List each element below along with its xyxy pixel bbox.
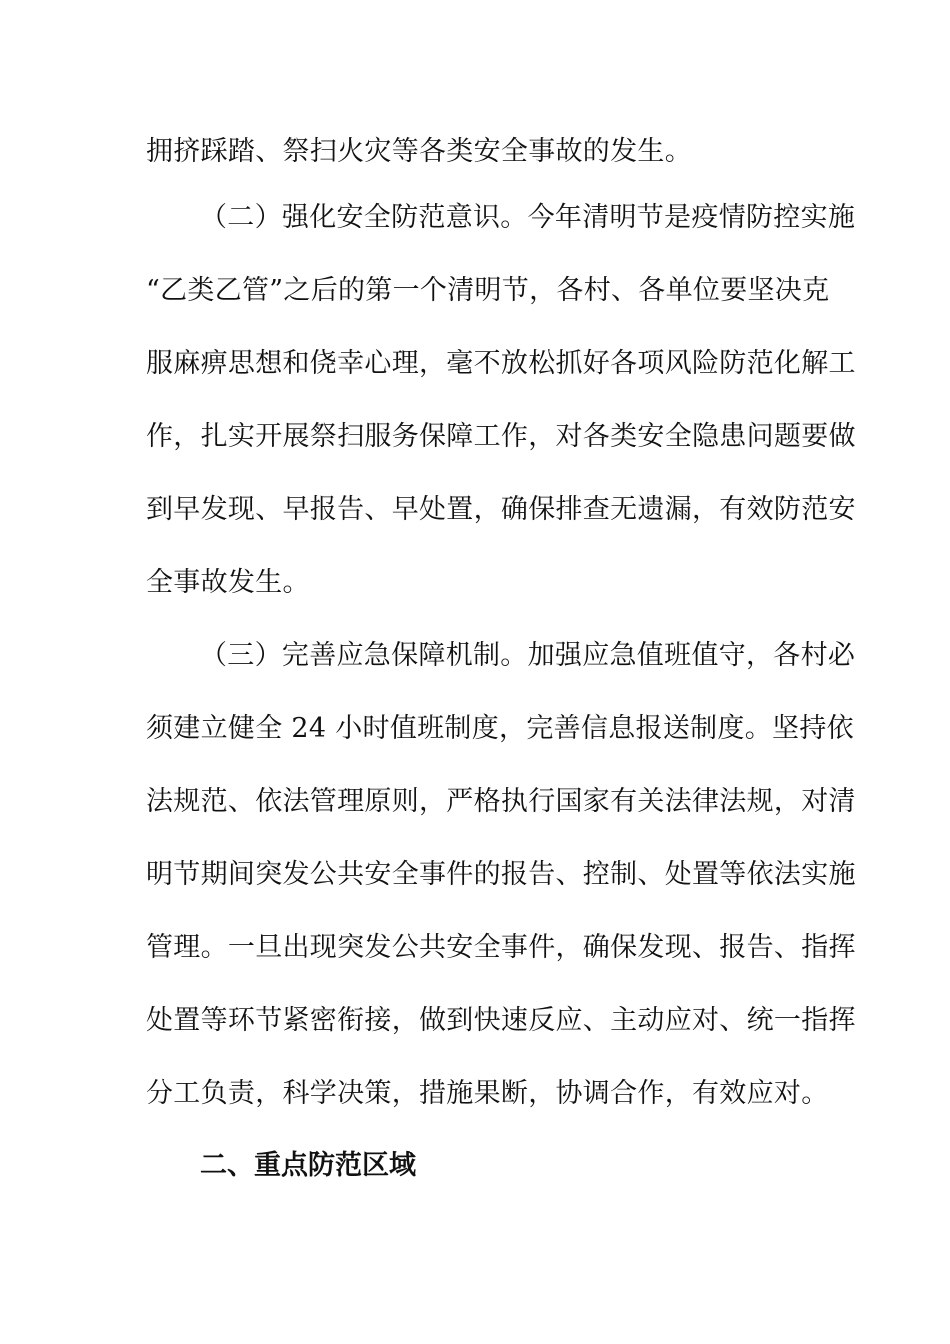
paragraph-line: 全事故发生。 xyxy=(146,567,310,598)
paragraph-line: 明节期间突发公共安全事件的报告、控制、处置等依法实施 xyxy=(146,859,856,890)
section-heading: 二、重点防范区域 xyxy=(200,1150,416,1181)
paragraph-line: （三）完善应急保障机制。加强应急值班值守，各村必 xyxy=(200,640,856,671)
paragraph-line: 处置等环节紧密衔接，做到快速反应、主动应对、统一指挥 xyxy=(146,1005,856,1036)
paragraph-line: 拥挤踩踏、祭扫火灾等各类安全事故的发生。 xyxy=(146,136,692,167)
paragraph-line: 须建立健全 24 小时值班制度，完善信息报送制度。坚持依 xyxy=(146,713,854,744)
paragraph-line: 到早发现、早报告、早处置，确保排查无遗漏，有效防范安 xyxy=(146,494,856,525)
paragraph-line: “乙类乙管”之后的第一个清明节，各村、各单位要坚决克 xyxy=(146,275,830,306)
paragraph-line: 服麻痹思想和侥幸心理，毫不放松抓好各项风险防范化解工 xyxy=(146,348,856,379)
paragraph-line: 管理。一旦出现突发公共安全事件，确保发现、报告、指挥 xyxy=(146,932,856,963)
paragraph-line: 作，扎实开展祭扫服务保障工作，对各类安全隐患问题要做 xyxy=(146,421,856,452)
paragraph-line: （二）强化安全防范意识。今年清明节是疫情防控实施 xyxy=(200,202,856,233)
paragraph-line: 法规范、依法管理原则，严格执行国家有关法律法规，对清 xyxy=(146,786,856,817)
paragraph-line: 分工负责，科学决策，措施果断，协调合作，有效应对。 xyxy=(146,1078,829,1109)
